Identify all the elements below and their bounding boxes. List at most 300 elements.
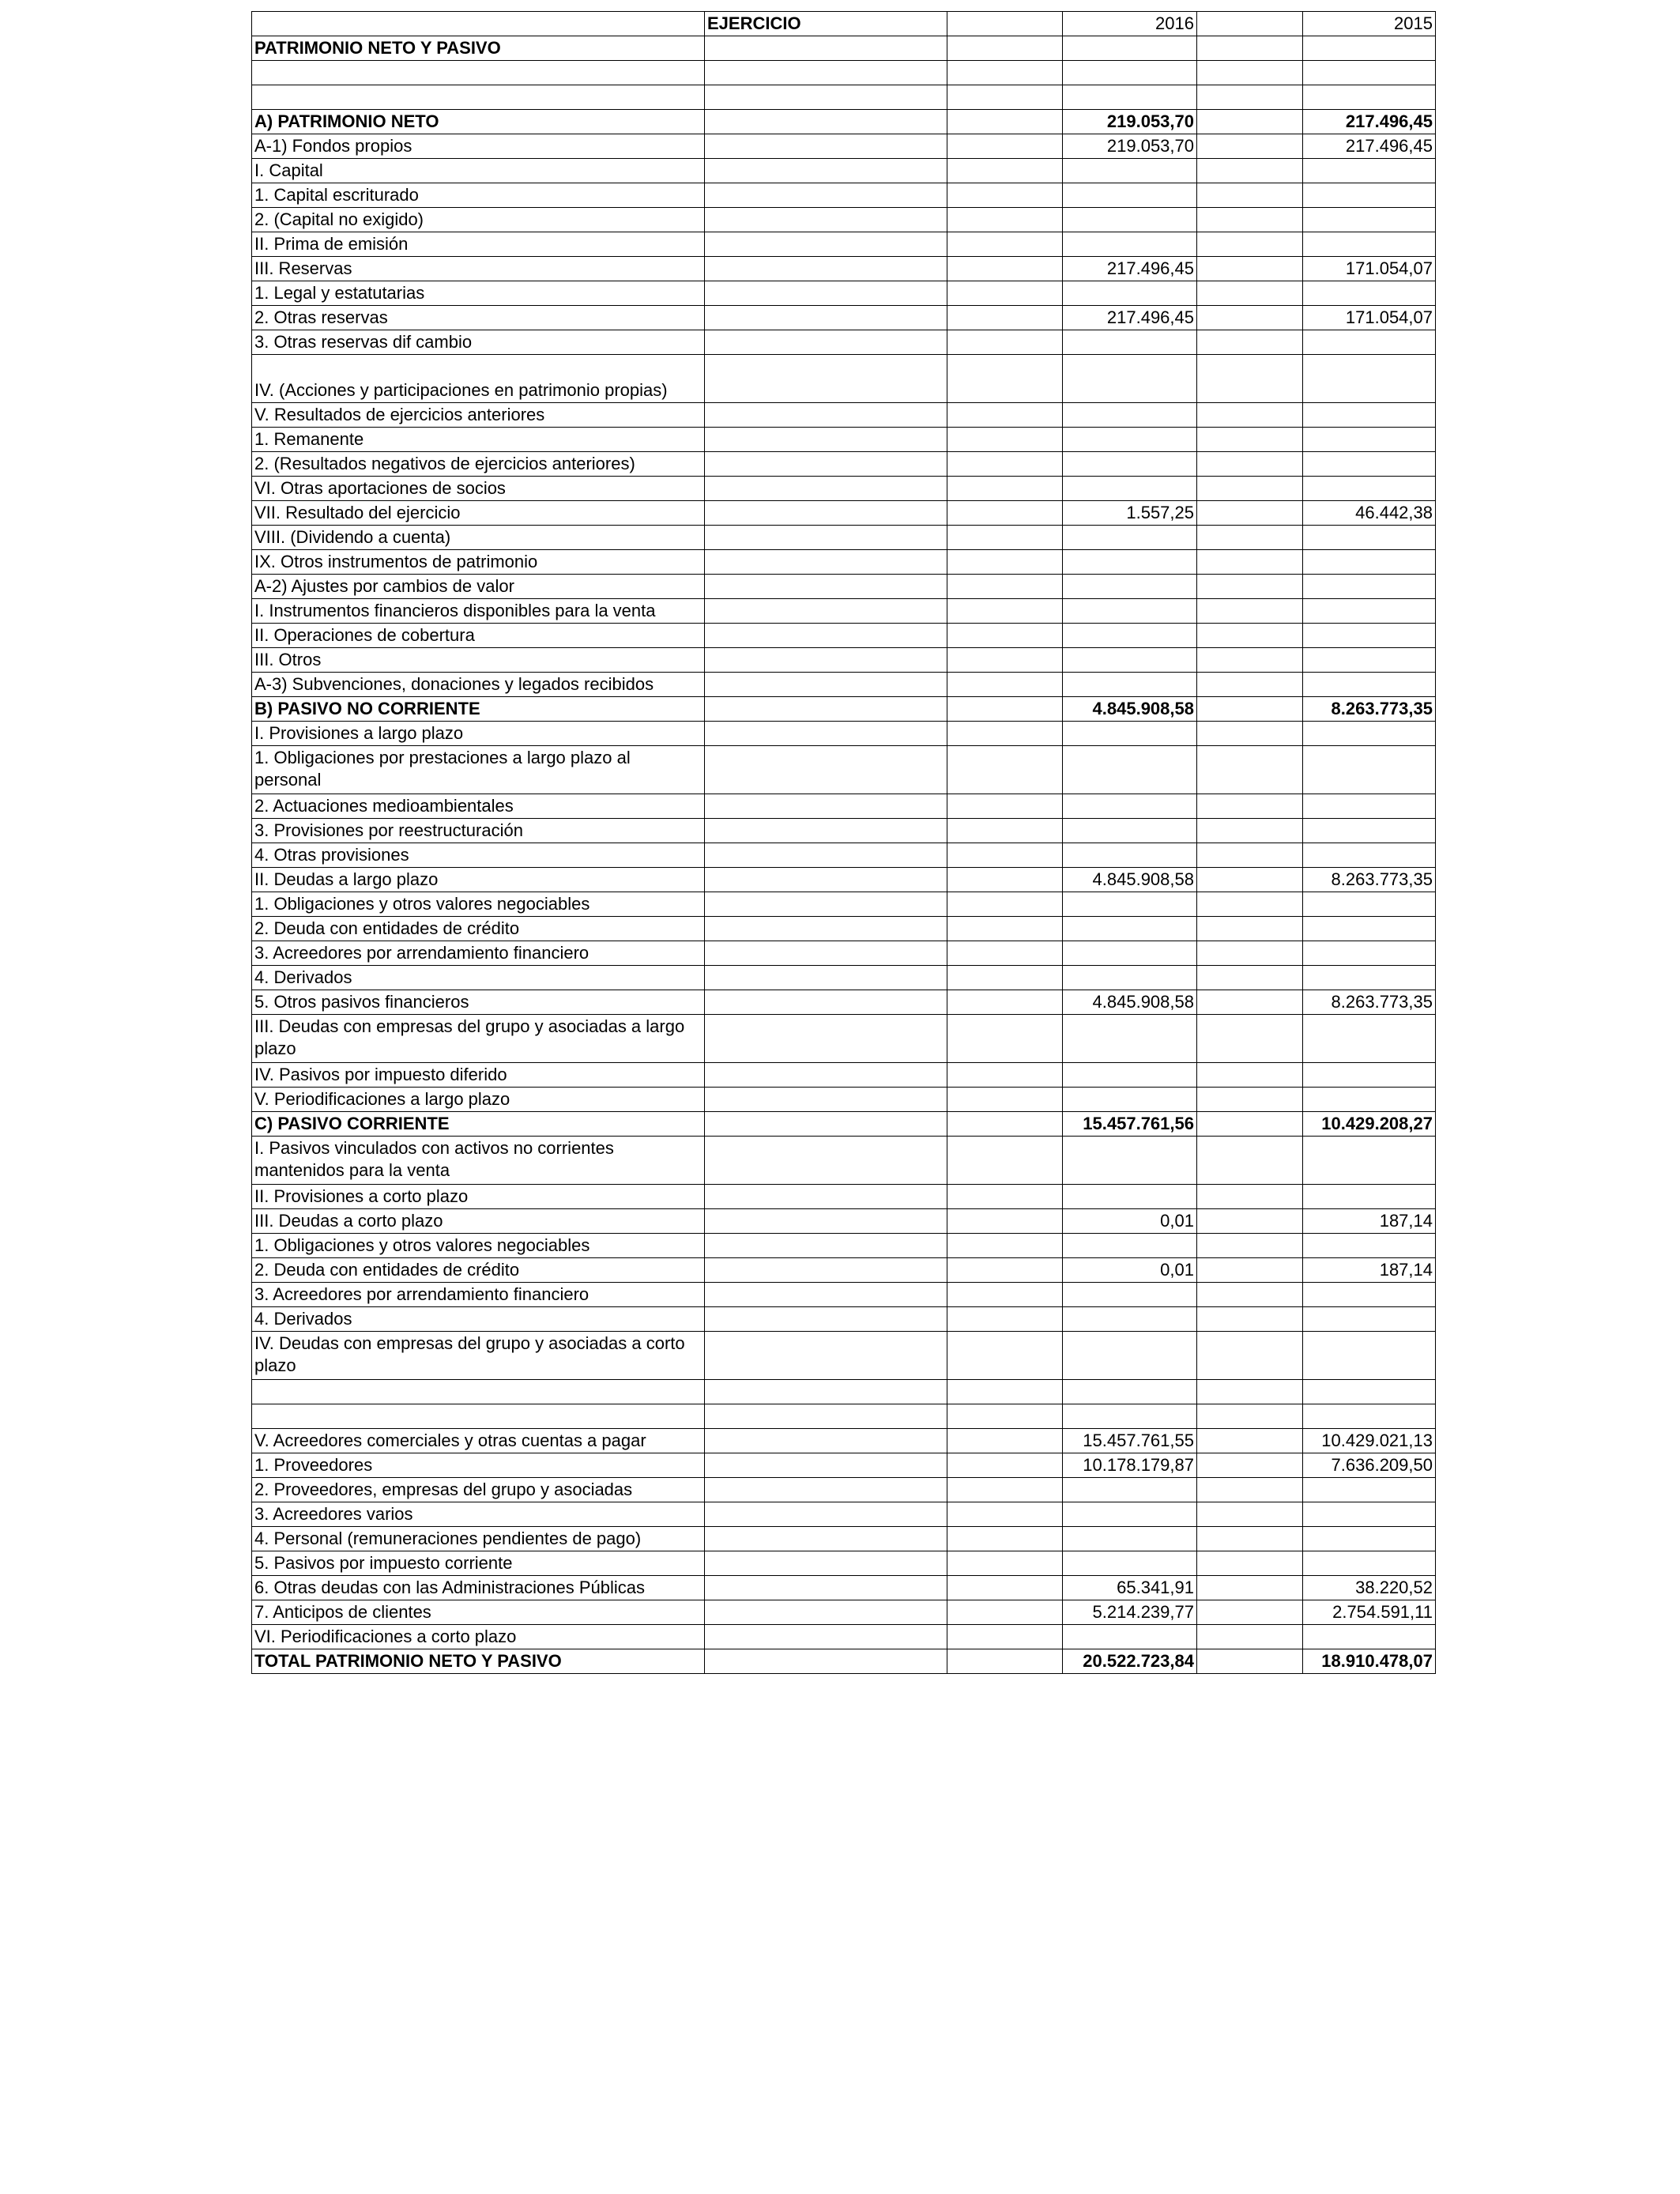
row-label: 1. Obligaciones por prestaciones a largo plazo al personal [252,746,705,794]
blank-cell [1197,477,1303,501]
blank-cell [1197,624,1303,648]
value-2015 [1303,819,1436,843]
table-row [252,1453,1436,1478]
value-2015 [1303,794,1436,819]
blank-cell [705,624,947,648]
blank-cell [1197,1112,1303,1137]
table-row [252,232,1436,257]
blank-cell [1197,648,1303,673]
value-2016 [1063,794,1197,819]
blank-cell [705,1453,947,1478]
row-label: 2. Otras reservas [252,306,705,330]
blank-cell [947,819,1063,843]
value-2015: 10.429.208,27 [1303,1112,1436,1137]
blank-cell [947,183,1063,208]
value-2016 [1063,477,1197,501]
value-2015 [1303,428,1436,452]
value-2016: 1.557,25 [1063,501,1197,526]
table-row [252,1137,1436,1185]
blank-cell [705,1015,947,1063]
row-label: 6. Otras deudas con las Administraciones Públicas [252,1576,705,1600]
blank-cell [1197,61,1303,85]
blank-cell [1197,722,1303,746]
blank-cell [1303,36,1436,61]
table-row [252,330,1436,355]
header-blank-cell [252,12,705,36]
value-2015 [1303,575,1436,599]
table-row [252,624,1436,648]
blank-cell [947,990,1063,1015]
blank-cell [947,1478,1063,1502]
blank-cell [1197,1283,1303,1307]
row-label: B) PASIVO NO CORRIENTE [252,697,705,722]
section-title: PATRIMONIO NETO Y PASIVO [252,36,705,61]
value-2015 [1303,1234,1436,1258]
blank-cell [705,61,947,85]
blank-cell [1197,1600,1303,1625]
value-2015 [1303,1185,1436,1209]
blank-cell [705,868,947,892]
row-label: 1. Legal y estatutarias [252,281,705,306]
value-2016 [1063,428,1197,452]
value-2016: 4.845.908,58 [1063,868,1197,892]
value-2015 [1303,1015,1436,1063]
blank-cell [1197,697,1303,722]
value-2015: 8.263.773,35 [1303,868,1436,892]
blank-cell [947,673,1063,697]
header-ejercicio: EJERCICIO [705,12,947,36]
blank-cell [1197,452,1303,477]
table-row [252,1307,1436,1332]
blank-cell [705,281,947,306]
row-label: 1. Proveedores [252,1453,705,1478]
blank-cell [1197,990,1303,1015]
blank-cell [705,966,947,990]
value-2016 [1063,550,1197,575]
value-2015 [1303,843,1436,868]
blank-cell [705,1209,947,1234]
blank-cell [705,330,947,355]
blank-cell [1197,306,1303,330]
table-row [252,1527,1436,1551]
value-2016: 217.496,45 [1063,306,1197,330]
value-2016 [1063,941,1197,966]
value-2016 [1063,1307,1197,1332]
balance-sheet [251,11,1435,1674]
blank-cell [1197,819,1303,843]
value-2016 [1063,1527,1197,1551]
blank-cell [705,526,947,550]
table-row [252,843,1436,868]
value-2015: 18.910.478,07 [1303,1649,1436,1674]
blank-cell [947,1258,1063,1283]
blank-cell [705,1649,947,1674]
row-label: II. Operaciones de cobertura [252,624,705,648]
blank-cell [1197,1015,1303,1063]
table-row [252,575,1436,599]
table-row [252,941,1436,966]
value-2016: 65.341,91 [1063,1576,1197,1600]
blank-cell [1197,36,1303,61]
row-label: 4. Otras provisiones [252,843,705,868]
value-2015 [1303,1551,1436,1576]
value-2015: 217.496,45 [1303,134,1436,159]
table-row [252,1576,1436,1600]
row-label: V. Periodificaciones a largo plazo [252,1088,705,1112]
blank-cell [947,330,1063,355]
blank-cell [1197,917,1303,941]
blank-cell [1197,330,1303,355]
blank-cell [1197,183,1303,208]
blank-cell [1197,1380,1303,1404]
value-2016 [1063,1551,1197,1576]
value-2016: 0,01 [1063,1258,1197,1283]
value-2015: 187,14 [1303,1209,1436,1234]
table-row [252,501,1436,526]
value-2016 [1063,355,1197,403]
table-row [252,1063,1436,1088]
row-label: 3. Otras reservas dif cambio [252,330,705,355]
row-label: A-3) Subvenciones, donaciones y legados recibidos [252,673,705,697]
blank-cell [252,1380,705,1404]
blank-cell [947,794,1063,819]
blank-cell [1197,673,1303,697]
blank-cell [947,575,1063,599]
blank-cell [1197,966,1303,990]
value-2016: 15.457.761,56 [1063,1112,1197,1137]
value-2016 [1063,1088,1197,1112]
blank-cell [947,892,1063,917]
blank-cell [947,1625,1063,1649]
blank-cell [1197,403,1303,428]
value-2016 [1063,599,1197,624]
row-label: IV. Pasivos por impuesto diferido [252,1063,705,1088]
value-2016: 219.053,70 [1063,110,1197,134]
value-2016 [1063,1478,1197,1502]
row-label: IX. Otros instrumentos de patrimonio [252,550,705,575]
blank-cell [1197,159,1303,183]
value-2016 [1063,1234,1197,1258]
blank-cell [705,575,947,599]
blank-cell [1197,501,1303,526]
value-2015: 46.442,38 [1303,501,1436,526]
blank-cell [947,1185,1063,1209]
value-2016 [1063,1137,1197,1185]
value-2016 [1063,452,1197,477]
blank-cell [705,550,947,575]
blank-cell [947,1527,1063,1551]
header-blank-cell [1197,12,1303,36]
table-row [252,1478,1436,1502]
blank-cell [705,306,947,330]
value-2015 [1303,941,1436,966]
row-label: II. Deudas a largo plazo [252,868,705,892]
value-2016 [1063,966,1197,990]
table-row [252,550,1436,575]
blank-cell [252,61,705,85]
row-label: IV. Deudas con empresas del grupo y asociadas a corto plazo [252,1332,705,1380]
value-2015: 7.636.209,50 [1303,1453,1436,1478]
row-label: 3. Acreedores por arrendamiento financiero [252,941,705,966]
blank-cell [1197,1502,1303,1527]
blank-cell [705,1088,947,1112]
table-row [252,648,1436,673]
blank-cell [705,159,947,183]
blank-cell [947,403,1063,428]
row-label: I. Capital [252,159,705,183]
table-row [252,1600,1436,1625]
blank-cell [1197,134,1303,159]
table-body [252,12,1436,1674]
header-row [252,12,1436,36]
value-2016: 217.496,45 [1063,257,1197,281]
value-2015: 2.754.591,11 [1303,1600,1436,1625]
value-2015 [1303,1307,1436,1332]
row-label: V. Acreedores comerciales y otras cuentas a pagar [252,1429,705,1453]
blank-cell [947,1307,1063,1332]
blank-cell [1197,1307,1303,1332]
blank-cell [1063,1404,1197,1429]
blank-cell [705,819,947,843]
blank-cell [1197,355,1303,403]
blank-cell [705,941,947,966]
blank-cell [947,843,1063,868]
value-2015 [1303,1332,1436,1380]
row-label: C) PASIVO CORRIENTE [252,1112,705,1137]
row-label: 4. Personal (remuneraciones pendientes de pago) [252,1527,705,1551]
value-2015: 187,14 [1303,1258,1436,1283]
row-label: II. Prima de emisión [252,232,705,257]
blank-cell [947,966,1063,990]
value-2015 [1303,403,1436,428]
blank-cell [1197,208,1303,232]
table-row [252,966,1436,990]
table-row [252,477,1436,501]
value-2016: 20.522.723,84 [1063,1649,1197,1674]
row-label: 1. Capital escriturado [252,183,705,208]
blank-cell [947,306,1063,330]
blank-cell [947,61,1063,85]
blank-cell [1197,1063,1303,1088]
blank-cell [1197,1649,1303,1674]
table-row [252,452,1436,477]
value-2015 [1303,1527,1436,1551]
blank-cell [705,1527,947,1551]
table-row [252,917,1436,941]
value-2015 [1303,1088,1436,1112]
blank-cell [1197,1576,1303,1600]
section-title-row [252,36,1436,61]
value-2015 [1303,159,1436,183]
table-row [252,306,1436,330]
blank-cell [947,1649,1063,1674]
blank-cell [1197,550,1303,575]
blank-cell [1197,1404,1303,1429]
header-year-2015: 2015 [1303,12,1436,36]
blank-cell [705,599,947,624]
value-2016 [1063,1332,1197,1380]
value-2016: 4.845.908,58 [1063,697,1197,722]
blank-cell [1197,110,1303,134]
table-row [252,697,1436,722]
blank-cell [705,110,947,134]
blank-cell [1197,1453,1303,1478]
table-row [252,1625,1436,1649]
blank-cell [947,85,1063,110]
blank-cell [705,843,947,868]
blank-cell [705,1112,947,1137]
blank-cell [1197,232,1303,257]
value-2015: 10.429.021,13 [1303,1429,1436,1453]
blank-cell [705,1234,947,1258]
value-2015 [1303,550,1436,575]
value-2016: 4.845.908,58 [1063,990,1197,1015]
blank-cell [947,1088,1063,1112]
blank-cell [947,208,1063,232]
value-2015 [1303,1502,1436,1527]
value-2016 [1063,575,1197,599]
row-label: 1. Obligaciones y otros valores negociables [252,892,705,917]
row-label: V. Resultados de ejercicios anteriores [252,403,705,428]
table-row [252,673,1436,697]
table-row [252,403,1436,428]
value-2016 [1063,183,1197,208]
blank-cell [947,1380,1063,1404]
blank-cell [947,648,1063,673]
table-row [252,183,1436,208]
blank-cell [947,1015,1063,1063]
blank-cell [1197,1088,1303,1112]
row-label: 2. Deuda con entidades de crédito [252,917,705,941]
blank-cell [1303,85,1436,110]
blank-cell [1197,1527,1303,1551]
blank-cell [1063,61,1197,85]
blank-cell [947,624,1063,648]
row-label: 3. Acreedores varios [252,1502,705,1527]
blank-cell [947,134,1063,159]
row-label: 7. Anticipos de clientes [252,1600,705,1625]
row-label: 5. Pasivos por impuesto corriente [252,1551,705,1576]
table-row [252,1649,1436,1674]
blank-cell [705,1380,947,1404]
value-2016 [1063,746,1197,794]
row-label: A-1) Fondos propios [252,134,705,159]
blank-cell [705,1551,947,1576]
blank-cell [1197,892,1303,917]
blank-cell [1303,1380,1436,1404]
table-row [252,794,1436,819]
row-label: 5. Otros pasivos financieros [252,990,705,1015]
row-label: 2. Actuaciones medioambientales [252,794,705,819]
value-2015 [1303,208,1436,232]
row-label: II. Provisiones a corto plazo [252,1185,705,1209]
blank-cell [947,941,1063,966]
value-2015 [1303,355,1436,403]
value-2016 [1063,1502,1197,1527]
blank-cell [1197,746,1303,794]
blank-cell [705,36,947,61]
blank-cell [705,1625,947,1649]
blank-cell [947,281,1063,306]
blank-cell [705,1137,947,1185]
row-label: 3. Acreedores por arrendamiento financiero [252,1283,705,1307]
blank-cell [947,1576,1063,1600]
blank-cell [705,1404,947,1429]
blank-cell [947,501,1063,526]
row-label: III. Deudas con empresas del grupo y asociadas a largo plazo [252,1015,705,1063]
blank-cell [705,892,947,917]
blank-cell [1197,1209,1303,1234]
value-2016: 5.214.239,77 [1063,1600,1197,1625]
blank-cell [1063,1380,1197,1404]
value-2015 [1303,599,1436,624]
table-row [252,1332,1436,1380]
blank-cell [1063,85,1197,110]
blank-cell [705,257,947,281]
blank-cell [705,1576,947,1600]
blank-cell [947,526,1063,550]
row-label: A-2) Ajustes por cambios de valor [252,575,705,599]
row-label: 1. Obligaciones y otros valores negociables [252,1234,705,1258]
blank-cell [1303,1404,1436,1429]
row-label: 2. Deuda con entidades de crédito [252,1258,705,1283]
table-row [252,1112,1436,1137]
blank-cell [947,232,1063,257]
table-row [252,1502,1436,1527]
table-row [252,868,1436,892]
blank-cell [1063,36,1197,61]
value-2015: 8.263.773,35 [1303,697,1436,722]
blank-cell [1197,1137,1303,1185]
value-2015: 171.054,07 [1303,306,1436,330]
blank-cell [947,159,1063,183]
blank-cell [947,428,1063,452]
value-2016 [1063,917,1197,941]
blank-cell [705,794,947,819]
row-label: I. Pasivos vinculados con activos no corrientes mantenidos para la venta [252,1137,705,1185]
row-label: VII. Resultado del ejercicio [252,501,705,526]
value-2015 [1303,526,1436,550]
row-label: 2. Proveedores, empresas del grupo y asociadas [252,1478,705,1502]
blank-cell [705,1502,947,1527]
row-label: 3. Provisiones por reestructuración [252,819,705,843]
table-row [252,281,1436,306]
value-2015 [1303,966,1436,990]
blank-cell [1197,526,1303,550]
blank-cell [1303,61,1436,85]
blank-cell [705,183,947,208]
blank-cell [705,208,947,232]
blank-cell [947,1234,1063,1258]
row-label: VIII. (Dividendo a cuenta) [252,526,705,550]
blank-cell [1197,257,1303,281]
value-2015 [1303,648,1436,673]
blank-cell [705,85,947,110]
table-row [252,1258,1436,1283]
blank-cell [705,477,947,501]
blank-cell [947,257,1063,281]
row-label: IV. (Acciones y participaciones en patrimonio propias) [252,355,705,403]
blank-cell [947,477,1063,501]
blank-cell [947,868,1063,892]
blank-cell [705,428,947,452]
liabilities-table [251,11,1436,1674]
blank-cell [705,403,947,428]
blank-cell [705,697,947,722]
value-2016 [1063,1283,1197,1307]
blank-cell [947,1404,1063,1429]
table-row [252,819,1436,843]
